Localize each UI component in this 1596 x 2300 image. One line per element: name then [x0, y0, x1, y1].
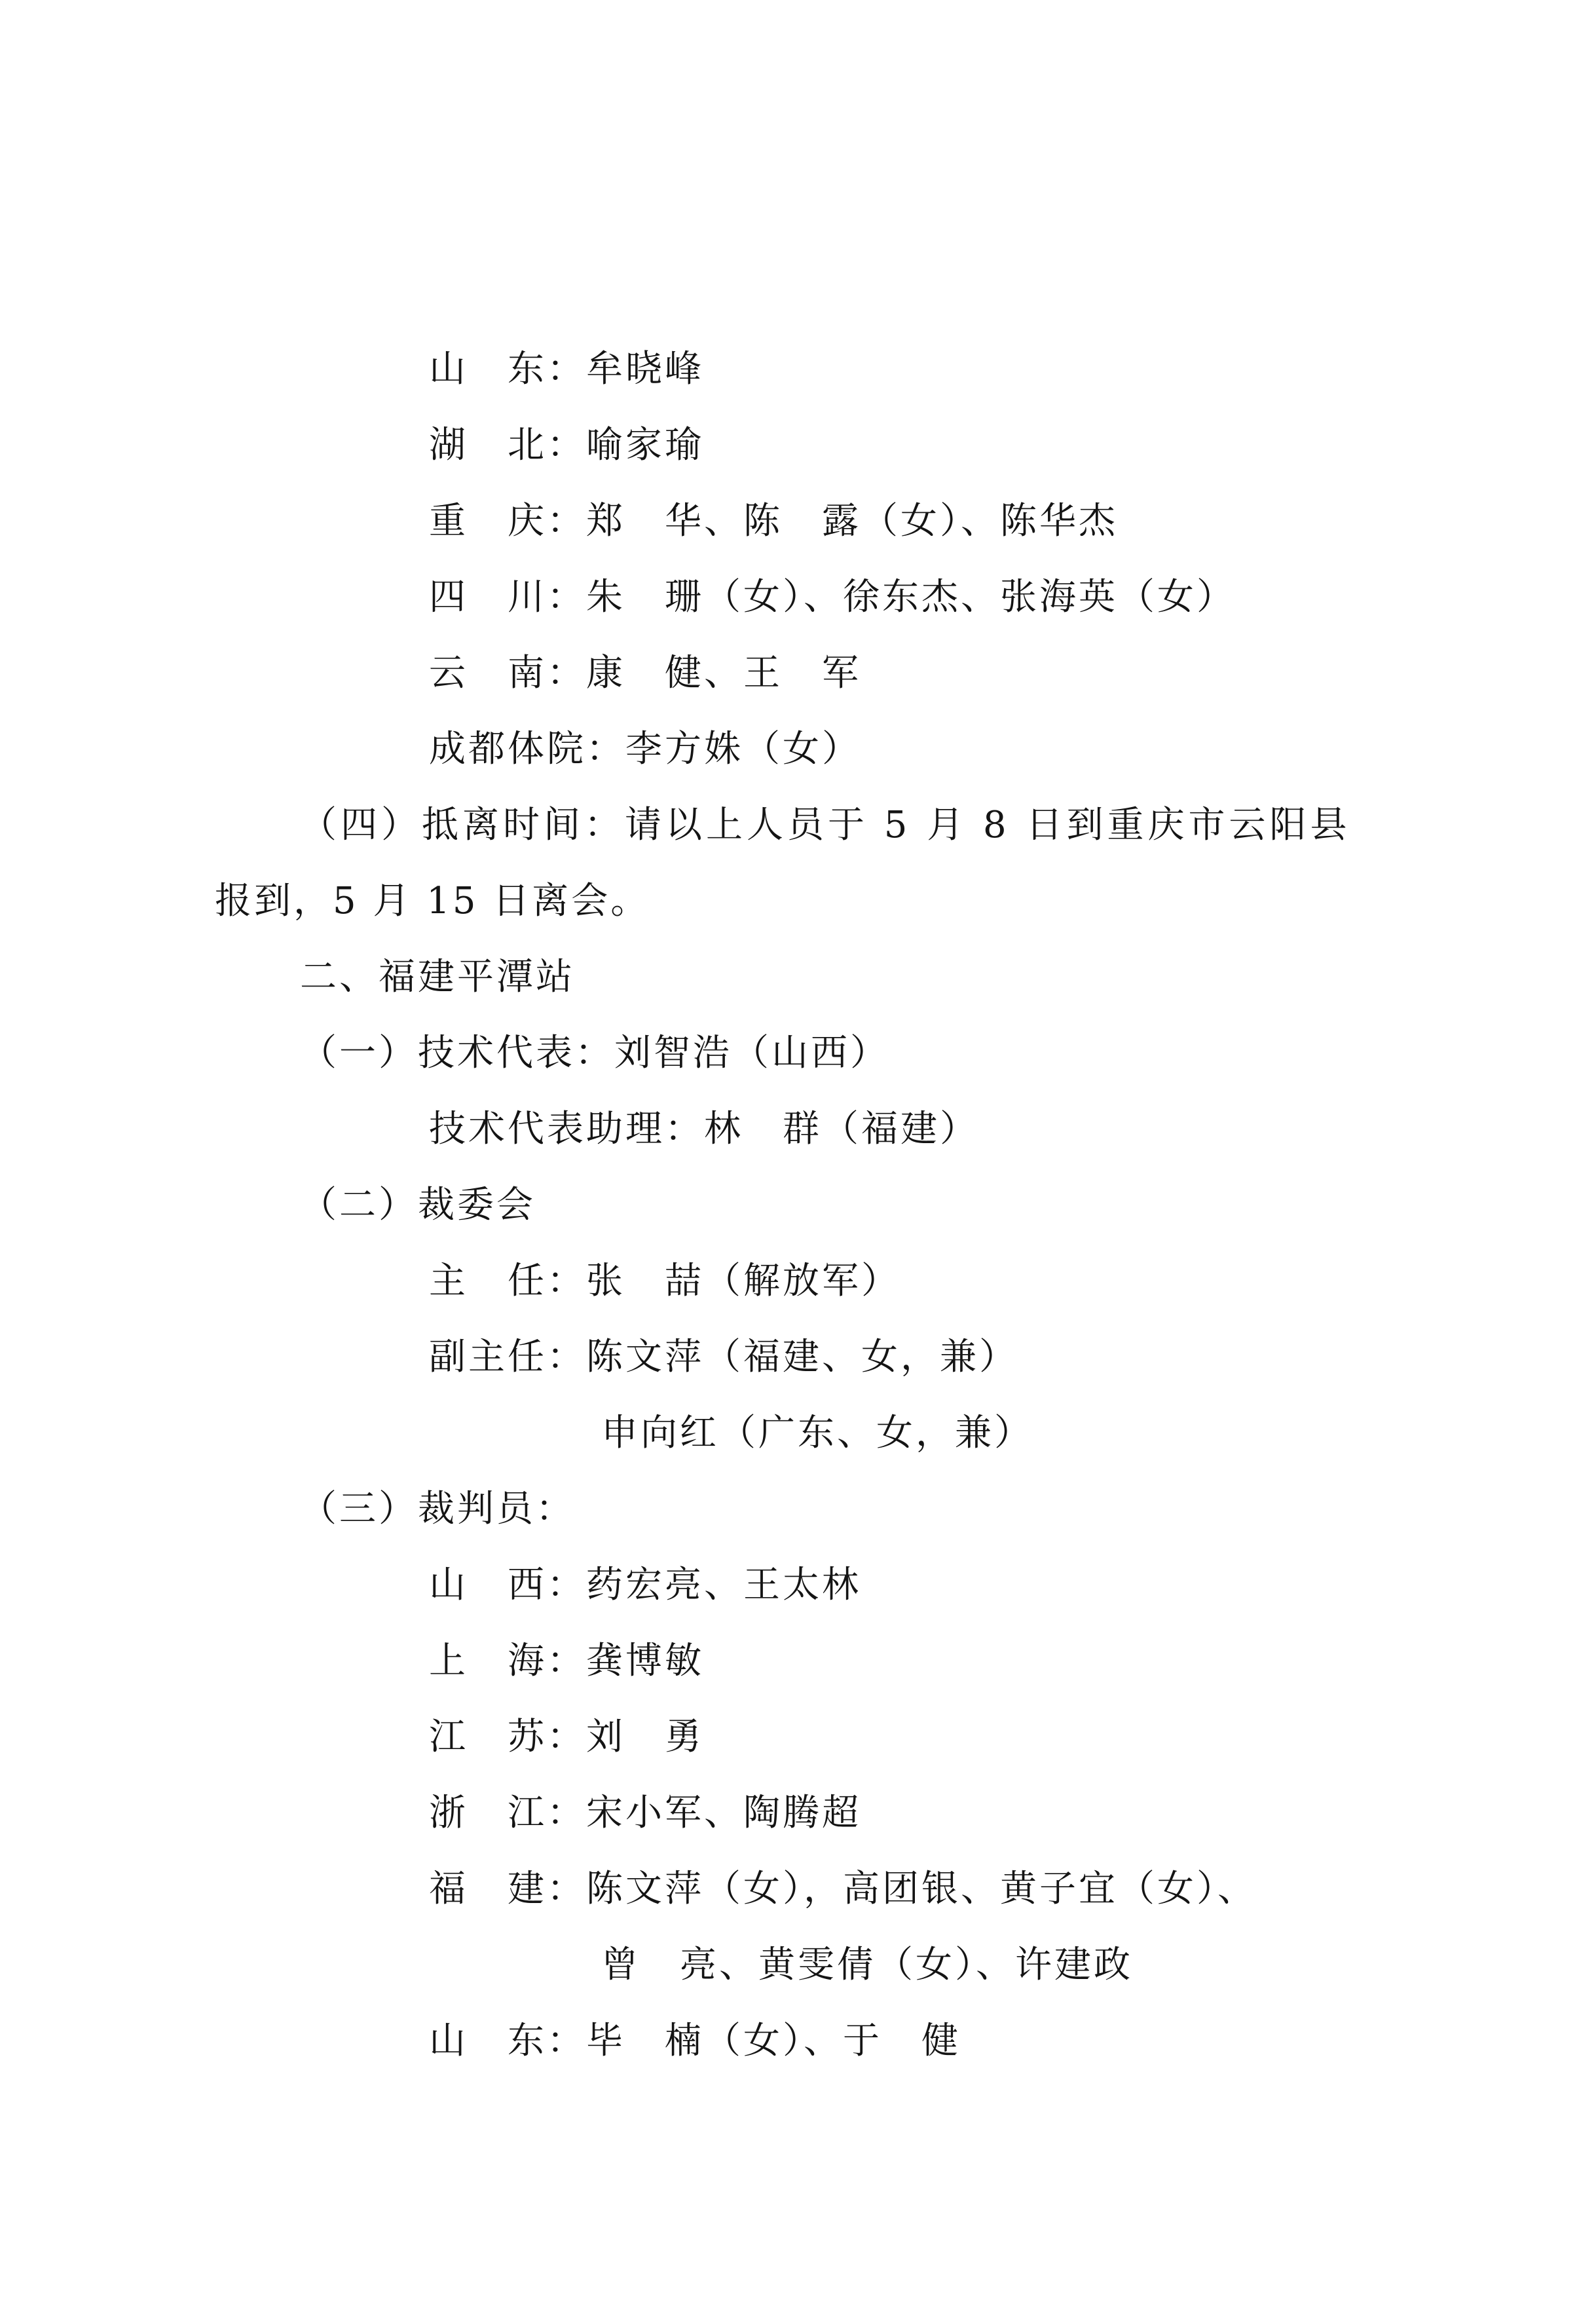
- region-label: 山 东：: [429, 348, 586, 390]
- region-label: 江 苏：: [429, 1716, 586, 1758]
- jury-heading: （二）裁委会: [300, 1184, 536, 1226]
- referee-names: 喻家瑜: [586, 424, 704, 466]
- deputy-label: 副主任：: [429, 1336, 586, 1378]
- region-label: 云 南：: [429, 652, 586, 694]
- referee-names: 龚博敏: [586, 1640, 704, 1682]
- jury-director-row: [429, 1260, 900, 1302]
- referee-row-zhejiang: [429, 1792, 861, 1834]
- referees-heading: （三）裁判员：: [300, 1488, 575, 1530]
- referee-names: 刘 勇: [586, 1716, 704, 1758]
- jury-deputy-row-1: [429, 1336, 1018, 1378]
- arrival-paragraph-line1: （四）抵离时间：请以上人员于 5 月 8 日到重庆市云阳县: [300, 804, 1351, 846]
- referee-row-sichuan: [429, 576, 1236, 618]
- referee-names: 朱 珊（女）、徐东杰、张海英（女）: [586, 576, 1236, 618]
- region-label: 浙 江：: [429, 1792, 586, 1834]
- deputy-name: 陈文萍（福建、女，兼）: [586, 1336, 1018, 1378]
- arrival-paragraph-line2: 报到，5 月 15 日离会。: [215, 880, 650, 922]
- referee-row-hubei: [429, 424, 704, 466]
- section-heading-fujian-pingtan: 二、福建平潭站: [300, 956, 575, 998]
- director-label: 主 任：: [429, 1260, 586, 1302]
- referee-row-chengdu-sport-institute: [429, 728, 861, 770]
- region-label: 山 东：: [429, 2020, 586, 2062]
- referee-row-shandong-2: [429, 2020, 961, 2062]
- referee-row-fujian-continued: 曾 亮、黄雯倩（女）、许建政: [601, 1944, 1133, 1986]
- region-label: 重 庆：: [429, 500, 586, 542]
- tech-rep-assistant-line: 技术代表助理：林 群（福建）: [429, 1108, 979, 1150]
- director-name: 张 喆（解放军）: [586, 1260, 900, 1302]
- referee-names: 郑 华、陈 露（女）、陈华杰: [586, 500, 1118, 542]
- referee-row-shanghai: [429, 1640, 704, 1682]
- region-label: 四 川：: [429, 576, 586, 618]
- referee-names: 康 健、王 军: [586, 652, 861, 694]
- region-label: 福 建：: [429, 1868, 586, 1910]
- referee-row-yunnan: [429, 652, 861, 694]
- referee-names: 药宏亮、王太林: [586, 1564, 861, 1606]
- region-label: 山 西：: [429, 1564, 586, 1606]
- referee-row-shanxi: [429, 1564, 861, 1606]
- tech-rep-line: （一）技术代表：刘智浩（山西）: [300, 1032, 889, 1074]
- referee-row-fujian: [429, 1868, 1257, 1910]
- referee-row-jiangsu: [429, 1716, 704, 1758]
- jury-deputy-row-2: 申向红（广东、女，兼）: [601, 1412, 1033, 1454]
- referee-names: 毕 楠（女）、于 健: [586, 2020, 961, 2062]
- referee-row-shandong-1: [429, 348, 704, 390]
- referee-row-chongqing: [429, 500, 1118, 542]
- referee-names: 李方姝（女）: [625, 728, 861, 770]
- region-label: 湖 北：: [429, 424, 586, 466]
- referee-names: 牟晓峰: [586, 348, 704, 390]
- referee-names: 宋小军、陶腾超: [586, 1792, 861, 1834]
- region-label: 上 海：: [429, 1640, 586, 1682]
- region-label: 成都体院：: [429, 728, 625, 770]
- referee-names: 陈文萍（女），高团银、黄子宜（女）、: [586, 1868, 1257, 1910]
